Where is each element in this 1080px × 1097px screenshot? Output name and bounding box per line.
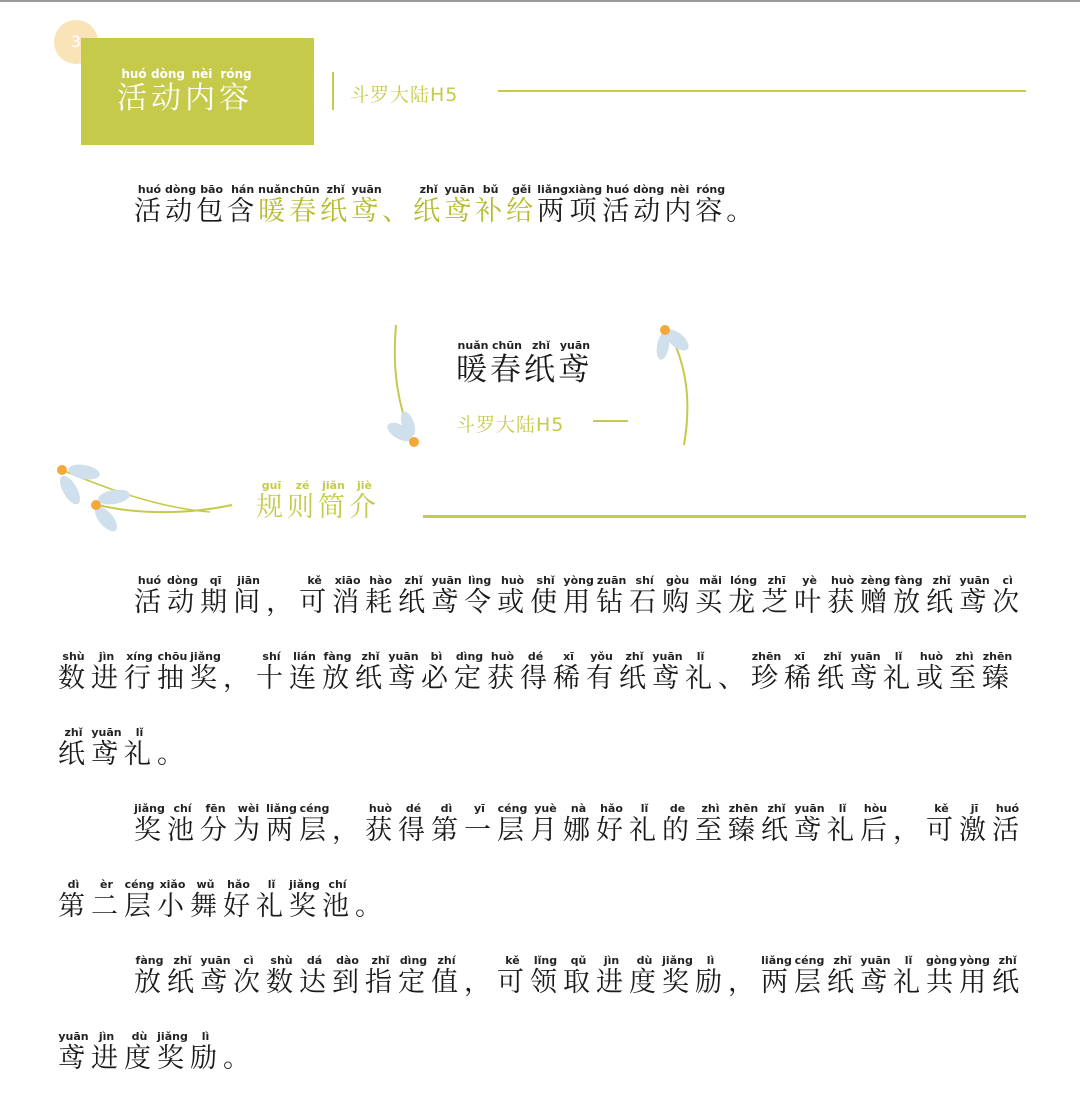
ruby-char: 、 [718,663,749,694]
ruby-char: 臻zhēn [728,802,759,846]
ruby-char: 抽chōu [157,650,188,694]
ruby-char: 数shù [58,650,89,694]
subtitle-rule [593,420,628,422]
ruby-char: ， [893,815,924,846]
ruby-char: 买mǎi [695,574,727,618]
ruby-char: 暖nuǎn [258,183,290,227]
ruby-char: 春chūn [490,339,524,388]
ruby-char: ， [332,815,363,846]
ruby-char: 。 [726,196,758,227]
ruby-char: 。 [355,891,386,922]
ruby-char: 鸢yuān [794,802,825,846]
brand-label: 斗罗大陆H5 [350,84,459,106]
rules-paragraph [58,793,1038,945]
ruby-char: 纸zhǐ [58,726,89,770]
ruby-char: 可kě [926,802,957,846]
ruby-char: 第dì [431,802,462,846]
ruby-char: 纸zhǐ [619,650,650,694]
ruby-char: 得dé [398,802,429,846]
ruby-char: 内nèi [664,183,696,227]
ruby-char: 纸zhǐ [827,954,858,998]
ruby-char: 鸢yuān [388,650,419,694]
ruby-char: 行xíng [124,650,155,694]
ruby-char: 容róng [219,67,253,116]
ruby-char: 奖jiǎng [134,802,165,846]
ruby-char: 十shí [256,650,287,694]
ruby-char: 两liǎng [537,183,569,227]
ruby-char: 娜nà [563,802,594,846]
ruby-char: 给gěi [506,183,538,227]
ruby-char: 鸢yuān [91,726,122,770]
ruby-char: 励lì [190,1030,221,1074]
ruby-char: 池chí [167,802,198,846]
ruby-char: 介jiè [349,479,380,523]
ruby-char: 达dá [299,954,330,998]
ruby-char: 纸zhǐ [167,954,198,998]
ruby-char: 钻zuān [596,574,628,618]
ruby-char: 耗hào [365,574,397,618]
ruby-char: ， [728,967,759,998]
ruby-char: 纸zhǐ [926,574,958,618]
ruby-char: 二èr [91,878,122,922]
ruby-char: 鸢yuān [850,650,881,694]
ruby-char: 奖jiǎng [190,650,221,694]
ruby-char: 礼lǐ [256,878,287,922]
ruby-char: 期qī [200,574,232,618]
ruby-char: 春chūn [289,183,321,227]
ruby-char: 、 [382,196,414,227]
ruby-char: 动dòng [167,574,199,618]
ruby-char: 礼lǐ [893,954,924,998]
ruby-char: 用yòng [563,574,595,618]
ruby-char: 一yī [464,802,495,846]
ruby-char: 使shǐ [530,574,562,618]
ruby-char: 珍zhēn [751,650,782,694]
ruby-char: 取qǔ [563,954,594,998]
ruby-char: 放fàng [893,574,925,618]
ruby-char: 项xiàng [568,183,603,227]
ruby-char: 励lì [695,954,726,998]
ruby-char: 叶yè [794,574,826,618]
ruby-char: 龙lóng [728,574,760,618]
ruby-char: 舞wǔ [190,878,221,922]
ruby-char: 至zhì [949,650,980,694]
ruby-char: 进jìn [91,1030,122,1074]
ruby-char: 得dé [520,650,551,694]
ruby-char: 消xiāo [332,574,364,618]
ruby-char: 领lǐng [530,954,561,998]
ruby-char: 简jiǎn [318,479,349,523]
ruby-char: 活huó [134,183,165,227]
ruby-char: 活huó [117,67,151,116]
ruby-char: 指zhǐ [365,954,396,998]
ruby-char: 规guī [256,479,287,523]
ruby-char: 有yǒu [586,650,617,694]
ruby-char: 活huó [134,574,165,618]
ruby-char: 纸zhǐ [320,183,352,227]
ruby-char: 容róng [695,183,727,227]
ruby-char: 芝zhī [761,574,793,618]
ruby-char: 暖nuǎn [456,339,490,388]
ruby-char: 活huó [602,183,634,227]
ruby-char: 鸢yuān [351,183,383,227]
ruby-char: 两liǎng [761,954,792,998]
ruby-char: 内nèi [185,67,219,116]
ruby-char: 礼lǐ [685,650,716,694]
ruby-char: 鸢yuān [444,183,476,227]
ruby-char: 层céng [794,954,825,998]
ruby-char: 或huò [497,574,529,618]
ruby-char: 度dù [124,1030,155,1074]
ruby-char: 共gòng [926,954,958,998]
ruby-char: 鸢yuān [959,574,991,618]
ruby-char: 礼lǐ [883,650,914,694]
ruby-char: 层céng [497,802,528,846]
ruby-char: 层céng [299,802,330,846]
rules-section-title [256,480,380,524]
ruby-char: 鸢yuān [58,1030,89,1074]
ruby-char: 礼lǐ [629,802,660,846]
ruby-char: 为wèi [233,802,264,846]
ruby-char: 纸zhǐ [524,339,558,388]
ruby-char: 纸zhǐ [992,954,1024,998]
ruby-char: 纸zhǐ [817,650,848,694]
ruby-char: 令lìng [464,574,496,618]
ruby-char: 。 [223,1043,254,1074]
ruby-char: 补bǔ [475,183,507,227]
ruby-char: 必bì [421,650,452,694]
ruby-char: 奖jiǎng [157,1030,188,1074]
ruby-char: 奖jiǎng [662,954,693,998]
ruby-char: 定dìng [454,650,485,694]
ruby-char: 动dòng [633,183,665,227]
ruby-char: 至zhì [695,802,726,846]
rules-paragraph [58,565,1038,793]
ruby-char: 可kě [299,574,331,618]
ruby-char: 可kě [497,954,528,998]
ruby-char: 层céng [124,878,155,922]
flower-icon [384,410,419,447]
ruby-char: 的de [662,802,693,846]
ruby-char: 连lián [289,650,320,694]
ruby-char: 购gòu [662,574,694,618]
ruby-char: 含hán [227,183,259,227]
ruby-char: 获huò [487,650,518,694]
ruby-char: 赠zèng [860,574,892,618]
ruby-char: 放fàng [134,954,165,998]
ruby-char: 石shí [629,574,661,618]
ruby-char: 后hòu [860,802,891,846]
ruby-char: 纸zhǐ [355,650,386,694]
ruby-char: 获huò [365,802,396,846]
ruby-char: 鸢yuān [652,650,683,694]
ruby-char: 稀xī [553,650,584,694]
section-title-rule [423,515,1026,518]
ruby-char: 动dòng [165,183,197,227]
ruby-char: 池chí [322,878,353,922]
ruby-char: 礼lǐ [124,726,155,770]
rules-paragraph [58,945,1038,1097]
flower-icon [91,487,131,535]
ruby-char: ， [266,587,298,618]
section-number-badge: 3 [54,20,98,64]
ruby-char: 度dù [629,954,660,998]
stem-line [98,505,232,512]
flower-icon [655,325,693,361]
ruby-char: 鸢yuān [558,339,592,388]
ruby-char: 活huó [992,802,1023,846]
ruby-char: 进jìn [91,650,122,694]
ruby-char: 到dào [332,954,363,998]
ruby-char: 数shù [266,954,297,998]
ruby-char: 两liǎng [266,802,297,846]
ruby-char: 包bāo [196,183,228,227]
ruby-char: 放fàng [322,650,353,694]
ruby-char: 用yòng [959,954,991,998]
ruby-char: 间jiān [233,574,265,618]
ruby-char: 进jìn [596,954,627,998]
brand-label-secondary: 斗罗大陆H5 [456,414,565,436]
ruby-char: 纸zhǐ [398,574,430,618]
ruby-char: 纸zhǐ [761,802,792,846]
ruby-char: 动dòng [151,67,185,116]
ruby-char: 值zhí [431,954,462,998]
ruby-char: 次cì [233,954,264,998]
ruby-char: 好hǎo [596,802,627,846]
ruby-char: 定dìng [398,954,429,998]
ruby-char: 好hǎo [223,878,254,922]
ruby-char: 或huò [916,650,947,694]
ruby-char: 臻zhēn [982,650,1013,694]
ruby-char: 获huò [827,574,859,618]
ruby-char: 激jī [959,802,990,846]
ruby-char: 纸zhǐ [413,183,445,227]
ruby-char: ， [464,967,495,998]
ruby-char: 礼lǐ [827,802,858,846]
ruby-char: 稀xī [784,650,815,694]
ruby-char: 小xiǎo [157,878,188,922]
ruby-char: 奖jiǎng [289,878,320,922]
ruby-char: 鸢yuān [431,574,463,618]
ruby-char: 分fēn [200,802,231,846]
ruby-char: ， [223,663,254,694]
ruby-char: 鸢yuān [200,954,231,998]
ruby-char: 。 [157,739,188,770]
ruby-char: 则zé [287,479,318,523]
subtitle [456,340,592,389]
ruby-char: 月yuè [530,802,561,846]
ruby-char: 次cì [992,574,1024,618]
ruby-char: 第dì [58,878,89,922]
ruby-char: 鸢yuān [860,954,891,998]
